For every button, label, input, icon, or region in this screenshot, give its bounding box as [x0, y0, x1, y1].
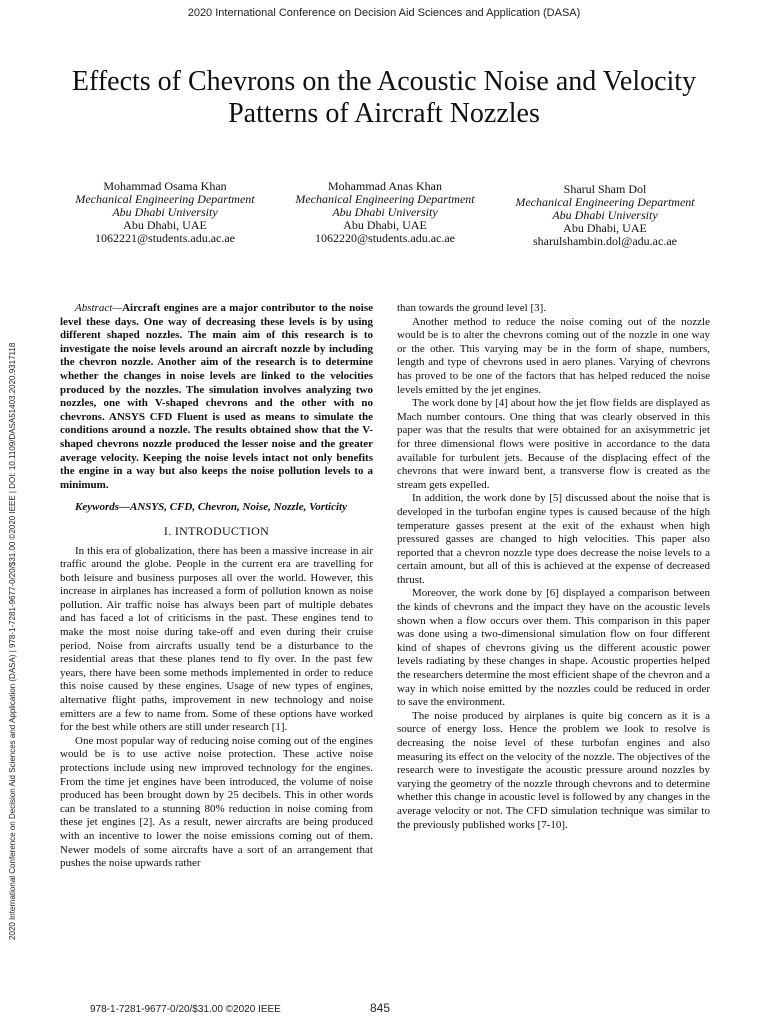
author-email: sharulshambin.dol@adu.ac.ae [532, 234, 677, 248]
author-block [60, 180, 710, 248]
paragraph: Another method to reduce the noise coming out of the nozzle would be is to alter the chevrons coming out of the nozzle in one way or the other. This varying may be in the form of shape, numbers, length and type of chevrons used in aero planes. Varying of chevrons has proved to be one of the factors that has helped reduced the noise levels emitted by the jet engines. [397, 315, 710, 396]
paragraph: The work done by [4] about how the jet flow fields are displayed as Mach number contours. One thing that was clearly observed in this paper was that the results that were obtained for an axisymmetric jet for three dimensional flows were positive in accordance to the data available for turbulent jets. Because of the displacing effect of the chevrons that were inward bent, a transverse flow is created as the stream gets expelled. [397, 397, 710, 491]
conference-header: 2020 International Conference on Decision Aid Sciences and Application (DASA) [187, 7, 581, 19]
author-location: Abu Dhabi, UAE [343, 218, 427, 232]
paragraph: The noise produced by airplanes is quite big concern as it is a source of energy loss. Hence the problem we look to resolve is decreasing the noise level of these turbofan engines and also measuring its effect on the velocity of the nozzle. The objectives of the research were to investigate the acoustic pressure around nozzles by varying the geometry of the nozzle through chevrons and to determine whether this change in acoustic level is followed by any changes in the average velocity or not. The CFD simulation technique was similar to the previously published works [7-10]. [397, 709, 710, 831]
side-doi-identifier: 2020 International Conference on Decision Aid Sciences and Application (DASA) | 978-1-7281-9677-0/20/$31.00 ©2020 IEEE | DOI: 10.1109/DASA51403.2020.9317118 [8, 342, 17, 940]
abstract-text: Aircraft engines are a major contributor to the noise level these days. One way of decreasing these levels is by using different shaped nozzles. The main aim of this research is to investigate the noise levels around an aircraft nozzle by including the chevron nozzle. Another aim of the research is to determine whether the changes in noise levels are linked to the velocities produced by the nozzles. The simulation involves analyzing two nozzles, one with V-shaped chevrons and the other with no chevrons. ANSYS CFD Fluent is used as means to simulate the conditions around a nozzle. The results obtained show that the V-shaped chevrons nozzle produced the lesser noise and the greater average velocity. Keeping the noise levels intact not only benefits the engine in a way but also keeps the noise pollution levels to a minimum. [60, 302, 373, 491]
author-3 [500, 180, 710, 248]
abstract [60, 302, 373, 492]
left-column [60, 302, 373, 942]
paragraph: In this era of globalization, there has been a massive increase in air traffic around the globe. People in the current era are travelling for both leisure and business purposes all over the world. However, this increase in airplanes has increased a form of pollution known as noise pollution. Air traffic noise has always been part of multiple debates and has faced a lot of criticisms in the past. These engines tend to make the most noise during take-off and even during their cruise period. Noise from aircrafts usually tend be a disturbance to the residential areas that these planes tend to fly over. In the past few years, there have been some methods implemented in order to reduce this noise caused by these engines. Usage of new types of engines, alternative flight paths, improvement in new technology and noise emitters are a few to name from. Some of these options have worked for the best while others are still under research [1]. [60, 544, 373, 734]
abstract-lead: Abstract— [75, 302, 123, 314]
author-department: Mechanical Engineering Department [515, 195, 695, 209]
author-location: Abu Dhabi, UAE [563, 221, 647, 235]
paragraph: Moreover, the work done by [6] displayed a comparison between the kinds of chevrons and the impact they have on the acoustic levels shown when a flow occurs over them. This comparison in this paper was done using a two-dimensional simulation flow on four different kind of shapes of chevrons giving us the different acoustic power levels radiating by these changes in shape. Acoustic properties helped the researchers determine the most efficient shape of the chevron and a way in which noise emitted by the nozzles could be reduced in order to save the environment. [397, 587, 710, 709]
author-1 [60, 180, 270, 248]
author-email: 1062220@students.adu.ac.ae [314, 231, 455, 245]
author-email: 1062221@students.adu.ac.ae [94, 231, 235, 245]
keywords: Keywords—ANSYS, CFD, Chevron, Noise, Nozzle, Vorticity [75, 501, 347, 514]
author-name: Sharul Sham Dol [563, 182, 647, 196]
paragraph: In addition, the work done by [5] discussed about the noise that is developed in the turbofan engine types is caused because of the high temperature gasses present at the exit of the exhaust when high pressured gasses are changed to high velocities. This paper also reported that a chevron nozzle type does decrease the noise levels to a certain amount, but all of this is achieved at the expense of decreased thrust. [397, 492, 710, 586]
author-department: Mechanical Engineering Department [75, 192, 255, 206]
author-2 [280, 180, 490, 248]
paragraph-continuation: than towards the ground level [3]. [397, 302, 547, 314]
paragraph: One most popular way of reducing noise coming out of the engines would be is to use active noise protection. These active noise protections include using new improved technology for the engines. From the time jet engines have been introduced, the volume of noise produced has been brought down by 25 decibels. This in other words can be translated to a stunning 80% reduction in noise coming from these jet engines [2]. As a result, newer aircrafts are being produced with an incentive to lower the noise emissions coming out of them. Newer models of some aircrafts have a sort of an arrangement that pushes the noise upwards rather [60, 734, 373, 870]
author-university: Abu Dhabi University [112, 205, 218, 219]
author-department: Mechanical Engineering Department [295, 192, 475, 206]
author-location: Abu Dhabi, UAE [123, 218, 207, 232]
footer-copyright: 978-1-7281-9677-0/20/$31.00 ©2020 IEEE [90, 1004, 281, 1015]
author-name: Mohammad Anas Khan [328, 179, 442, 193]
right-column [397, 302, 710, 942]
section-heading-introduction: I. INTRODUCTION [163, 523, 270, 538]
author-name: Mohammad Osama Khan [103, 179, 227, 193]
author-university: Abu Dhabi University [332, 205, 438, 219]
author-university: Abu Dhabi University [552, 208, 658, 222]
paper-title: Effects of Chevrons on the Acoustic Noise and Velocity Patterns of Aircraft Nozzles [71, 66, 697, 129]
page-number: 845 [370, 1001, 391, 1015]
